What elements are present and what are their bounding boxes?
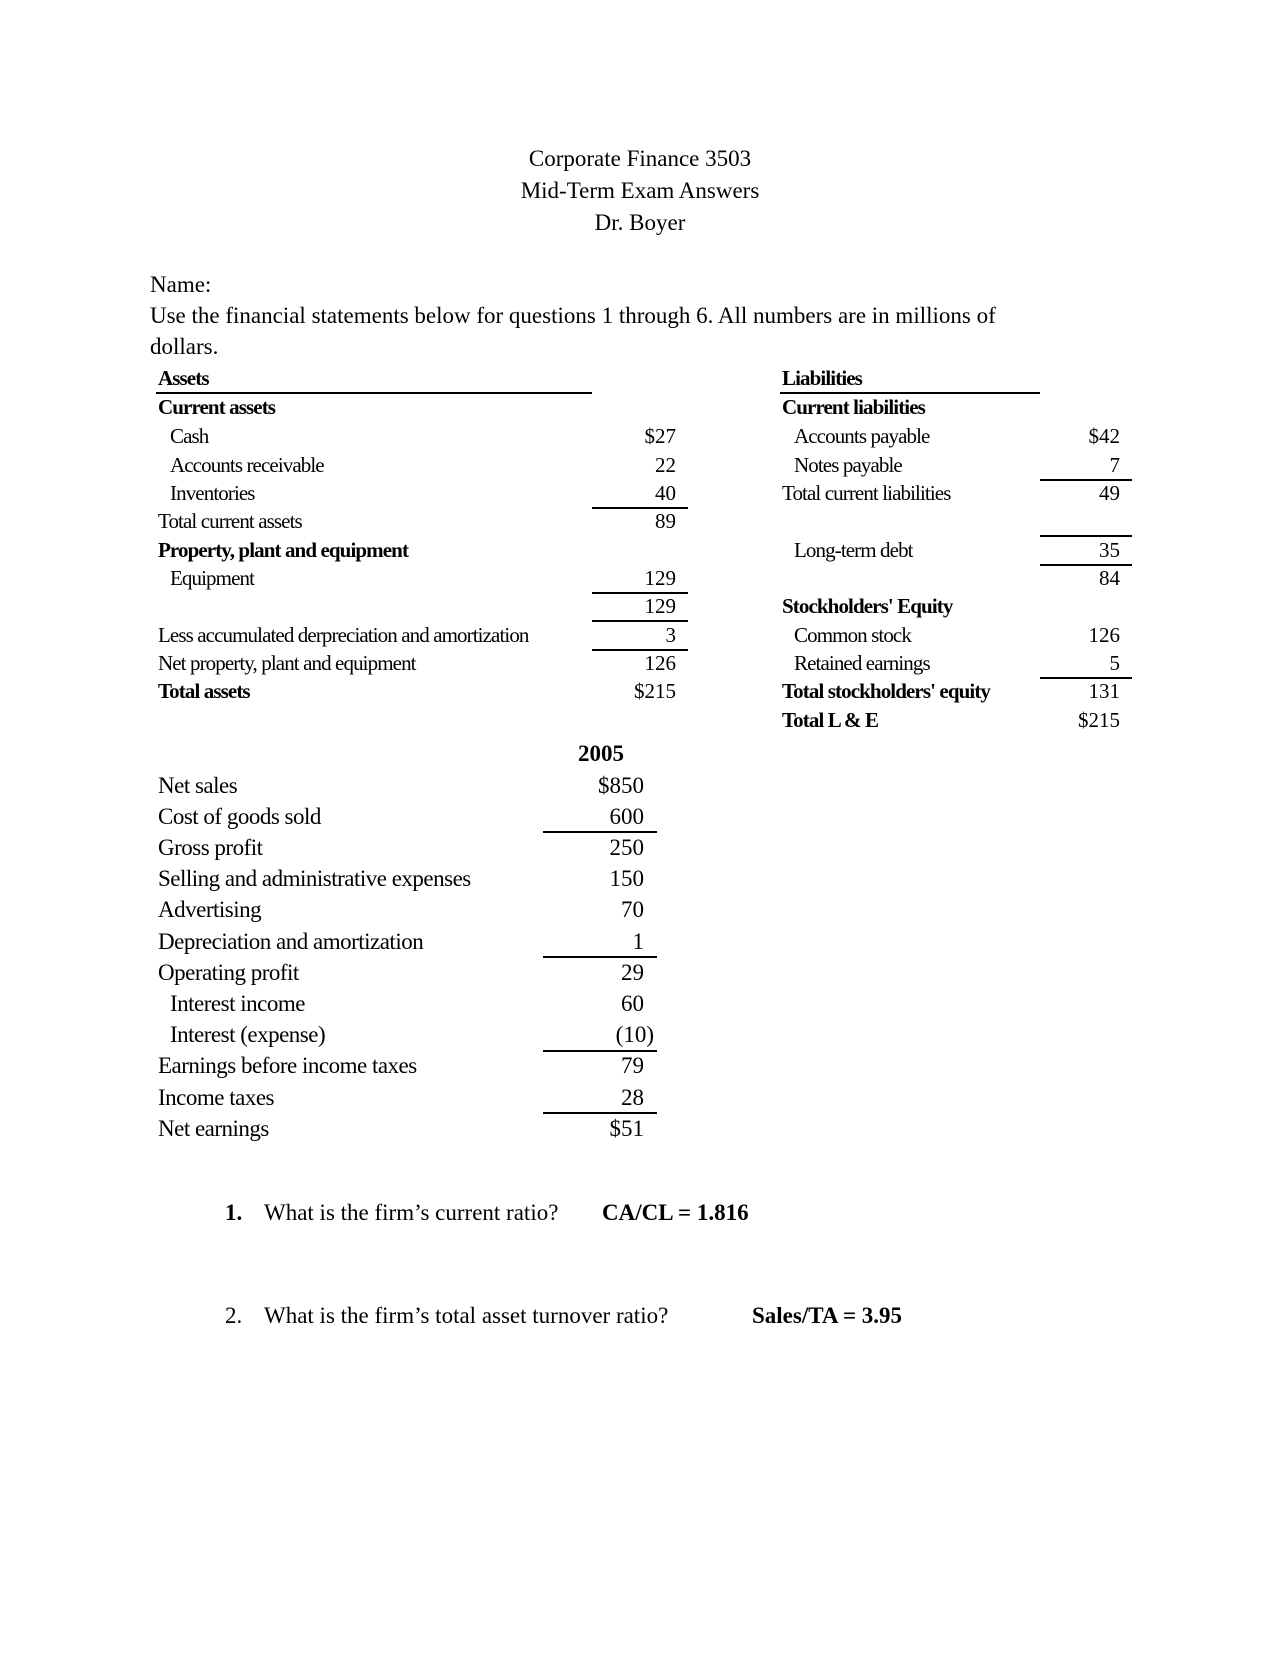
name-label: Name: bbox=[150, 272, 212, 297]
cash-label: Cash bbox=[170, 424, 209, 448]
is-row-label: Net sales bbox=[158, 773, 238, 798]
inventories-label: Inventories bbox=[170, 481, 255, 505]
total-equity-value: 131 bbox=[1088, 679, 1120, 703]
current-assets-heading: Current assets bbox=[158, 395, 276, 419]
liabilities-heading-rule bbox=[780, 392, 1040, 394]
is-row-value: 150 bbox=[609, 866, 644, 891]
is-row-value: 1 bbox=[632, 929, 644, 954]
total-current-liabilities-label: Total current liabilities bbox=[782, 481, 951, 505]
is-row-value: 600 bbox=[609, 804, 644, 829]
total-le-value: $215 bbox=[1078, 708, 1120, 732]
long-term-debt-top-rule bbox=[1040, 535, 1132, 537]
question-answer: CA/CL = 1.816 bbox=[602, 1200, 749, 1225]
ppe-heading: Property, plant and equipment bbox=[158, 538, 409, 562]
interest-rule bbox=[543, 1050, 657, 1052]
retained-earnings-label: Retained earnings bbox=[794, 651, 930, 675]
assets-heading: Assets bbox=[158, 366, 209, 390]
income-year-header: 2005 bbox=[578, 741, 624, 766]
notes-payable-label: Notes payable bbox=[794, 453, 902, 477]
liabilities-heading: Liabilities bbox=[782, 366, 862, 390]
accum-dep-label: Less accumulated derpreciation and amortization bbox=[158, 623, 529, 647]
depreciation-rule bbox=[543, 956, 657, 958]
inventories-value: 40 bbox=[655, 481, 676, 505]
is-row-value: 28 bbox=[621, 1085, 644, 1110]
receivables-value: 22 bbox=[655, 453, 676, 477]
retained-earnings-value: 5 bbox=[1109, 651, 1120, 675]
is-row-label: Interest (expense) bbox=[170, 1022, 326, 1047]
is-row-value: 250 bbox=[609, 835, 644, 860]
is-row-label: Advertising bbox=[158, 897, 262, 922]
accounts-payable-value: $42 bbox=[1088, 424, 1120, 448]
total-current-assets-label: Total current assets bbox=[158, 509, 302, 533]
is-row-label: Gross profit bbox=[158, 835, 263, 860]
assets-heading-rule bbox=[156, 392, 592, 394]
question-number: 2. bbox=[225, 1303, 243, 1328]
current-liabilities-heading: Current liabilities bbox=[782, 395, 925, 419]
is-row-label: Earnings before income taxes bbox=[158, 1053, 417, 1078]
is-row-value: $850 bbox=[598, 773, 644, 798]
net-ppe-value: 126 bbox=[644, 651, 676, 675]
accum-dep-value: 3 bbox=[665, 623, 676, 647]
total-assets-label: Total assets bbox=[158, 679, 250, 703]
course-title: Corporate Finance 3503 bbox=[528, 146, 752, 171]
question-answer: Sales/TA = 3.95 bbox=[752, 1303, 903, 1328]
long-term-debt-label: Long-term debt bbox=[794, 538, 913, 562]
is-row-value: $51 bbox=[609, 1116, 644, 1141]
receivables-label: Accounts receivable bbox=[170, 453, 324, 477]
is-row-value: 29 bbox=[621, 960, 644, 985]
notes-payable-value: 7 bbox=[1109, 453, 1120, 477]
ppe-subtotal-value: 129 bbox=[644, 594, 676, 618]
accum-dep-top-rule bbox=[592, 620, 688, 622]
equipment-value: 129 bbox=[644, 566, 676, 590]
total-equity-label: Total stockholders' equity bbox=[782, 679, 991, 703]
exam-title: Mid-Term Exam Answers bbox=[520, 178, 760, 203]
common-stock-value: 126 bbox=[1088, 623, 1120, 647]
taxes-rule bbox=[543, 1112, 657, 1114]
question-number: 1. bbox=[225, 1200, 243, 1225]
common-stock-label: Common stock bbox=[794, 623, 911, 647]
total-assets-value: $215 bbox=[634, 679, 676, 703]
instructions-line-2: dollars. bbox=[150, 334, 219, 359]
is-row-label: Selling and administrative expenses bbox=[158, 866, 471, 891]
is-row-label: Net earnings bbox=[158, 1116, 269, 1141]
is-row-label: Depreciation and amortization bbox=[158, 929, 424, 954]
is-row-value: 79 bbox=[621, 1053, 644, 1078]
equipment-label: Equipment bbox=[170, 566, 255, 590]
is-row-label: Cost of goods sold bbox=[158, 804, 321, 829]
question-text: What is the firm’s current ratio? bbox=[264, 1200, 559, 1225]
instructions-line-1: Use the financial statements below for questions 1 through 6. All numbers are in millions of bbox=[150, 303, 996, 328]
cogs-rule bbox=[543, 831, 657, 833]
is-row-value: 60 bbox=[621, 991, 644, 1016]
total-current-assets-value: 89 bbox=[655, 509, 676, 533]
cash-value: $27 bbox=[644, 424, 676, 448]
is-row-label: Operating profit bbox=[158, 960, 299, 985]
equity-heading: Stockholders' Equity bbox=[782, 594, 953, 618]
question-text: What is the firm’s total asset turnover ratio? bbox=[264, 1303, 669, 1328]
total-current-liabilities-value: 49 bbox=[1099, 481, 1120, 505]
is-row-value: 70 bbox=[621, 897, 644, 922]
is-row-label: Interest income bbox=[170, 991, 305, 1016]
long-term-debt-value: 35 bbox=[1099, 538, 1120, 562]
is-row-label: Income taxes bbox=[158, 1085, 274, 1110]
total-le-label: Total L & E bbox=[782, 708, 879, 732]
accounts-payable-label: Accounts payable bbox=[794, 424, 930, 448]
is-row-value: (10) bbox=[615, 1022, 654, 1047]
instructor-name: Dr. Boyer bbox=[594, 210, 686, 235]
net-ppe-label: Net property, plant and equipment bbox=[158, 651, 416, 675]
total-liabilities-value: 84 bbox=[1099, 566, 1120, 590]
